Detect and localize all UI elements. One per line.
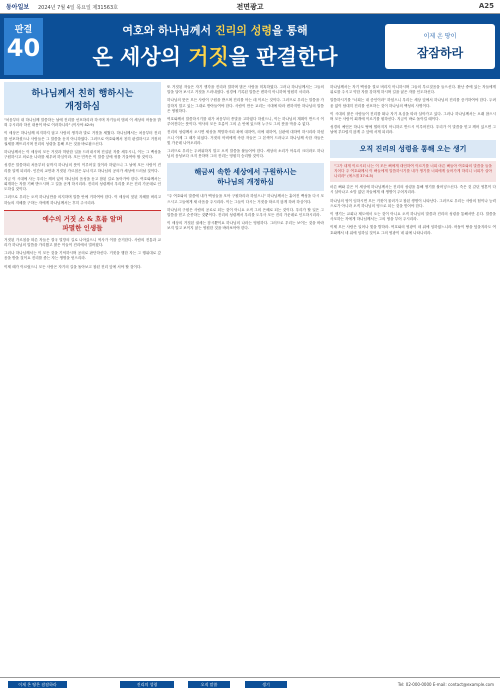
article-paragraph: "주 여호와의 말씀에 내가 백성들을 모아 구원하리라 하셨으니" 하나님께서는 흩어진 백성을 다시 모으시고 그들에게 새 마음을 주시리라. 이는 그들이 다시는 거짓을 따르지 않게 하려 하심이다. — [167, 194, 324, 204]
main-headline-part: 을 판결한다 — [228, 44, 338, 69]
issue-date: 2024년 7월 4일 목요일 제31563호 — [38, 5, 118, 11]
footer-tag-2: 진리의 성령 — [120, 681, 174, 688]
subheading-line: 해금씨 속한 세상에서 구원하시는 — [194, 167, 297, 177]
subheading-line: 하나님의 개정하심 — [217, 177, 274, 187]
article-paragraph: 말씀하시기를 "너희는 내 증인이라" 하셨으니 우리는 세상 앞에서 하나님의 진리를 증거하여야 한다. 두려움 없이 담대히 진리를 선포하는 것이 하나님의 백성의 사명이다. — [330, 98, 496, 108]
article-paragraph: 이 생기는 교회나 제도에서 오는 것이 아니요 오직 하나님의 말씀과 진리의 성령을 통해서만 온다. 말씀을 사모하는 자에게 하나님께서는 그의 영을 부어 주시리라. — [330, 212, 496, 222]
article-paragraph: 하나님의 영이 임하시면 모든 거짓이 물러가고 참된 생명이 나타난다. 그러므로 우리는 사람의 힘이나 능력으로가 아니라 오직 하나님의 영으로 되는 것을 믿어야 한다. — [330, 198, 496, 208]
headline-banner — [0, 14, 500, 79]
article-paragraph: 이제 모든 사람은 일어나 빛을 발하라. 여호와의 영광이 네 위에 임하였느니라. 어둠이 땅을 덮을지라도 여호와께서 네 위에 임하실 것이요 그의 영광이 네 위에 나타나리라. — [330, 225, 496, 235]
sub-headline-part: 여호와 하나님 — [122, 24, 190, 37]
article-paragraph: 하나님의 구원은 사람의 공로로 되는 것이 아니요 오직 그의 은혜로 되는 것이다. 우리가 할 일은 그 말씀을 믿고 순종하는 것뿐이다. 진리의 성령께서 우리를 도우사 모든 진리 가운데로 인도하시리라. — [167, 207, 324, 218]
footer-tag-4: 생기 — [245, 681, 287, 688]
footer-contact: Tel: 02-000-0000 E-mail: contact@example.com — [397, 682, 494, 687]
sub-headline-highlight: 진리의 성령 — [215, 24, 272, 37]
article-paragraph: 이 시대의 많은 사람들이 진리를 떠나 자기 욕심을 따라 살아가고 있다. 그러나 하나님께서는 오래 참으시며 모든 사람이 회개에 이르기를 원하신다. 지금이 바로 돌이킬 때이다. — [330, 111, 496, 122]
article-paragraph: 성경의 예언은 하나도 땅에 떨어지지 아니하고 반드시 이루어진다. 우리가 이 말씀을 믿고 깨어 있으면 그 날에 부끄럽지 않게 주 앞에 서게 되리라. — [330, 125, 496, 135]
series-badge — [4, 18, 43, 75]
article-paragraph: 거짓된 가르침을 따른 자들은 결국 멸망의 길로 나아갔으니 역사가 이를 증거한다. 사람의 전통과 교리가 하나님의 말씀을 가리웠고 많은 이들이 진리에서 멀어졌다. — [4, 237, 161, 248]
column-2 — [167, 82, 324, 232]
article-paragraph: 성경은 말씀하되 처음부터 끝까지 하나님의 뜻이 이루어질 것이라 하였으니 그 날에 모든 사람이 진리를 알게 되리라. 인간의 교만과 거짓된 가르침은 무너지고 하나님의 공의가 세상에 드러날 것이다. — [4, 163, 161, 173]
column-1-subheading — [4, 210, 161, 235]
footer-bar — [0, 677, 500, 691]
heading-line: 개정하심 — [65, 102, 100, 112]
article-paragraph: 하나님께서는 이 세상의 모든 거짓과 허탄한 일을 드러내시며 진실된 자를 세우시니, 이는 그 백성을 구원하시고 의로운 나라를 세우려 하심이라. 모든 민족은 이 말씀 앞에 귀를 기울여야 할 것이다. — [4, 150, 161, 160]
verse-box — [385, 24, 495, 69]
scripture-quote — [330, 161, 496, 183]
article-paragraph: "처음부터 내 하나님께 말씀하는 날에 진리를 선포하리라 하시며 자기들의 범죄 이 세상의 어둠을 밝혀 주시리라 하신 내용이 바로 이러하니라" (이사야 42:9) — [4, 118, 161, 128]
article-paragraph: 지금 이 시대에 사는 우리는 깨어 있어 하나님의 음성을 듣고 참된 길로 돌아가야 한다. 여호와께서는 회개하는 자를 기뻐 받으시며 그 길을 곧게 하시리라. 진리의 성령께서 우리를 모든 진리 가운데로 인도하실 것이다. — [4, 176, 161, 192]
subheading-line: 예수의 거짓 소 & 흐름 알며 — [42, 214, 123, 223]
article-paragraph: 그러나 하나님께서는 이 모든 것을 기억하시며 공의로 판단하신다. 거짓을 행한 자는 그 행위대로 갚음을 받을 것이요 진리를 좇는 자는 생명을 얻으리라. — [4, 251, 161, 261]
quote-text: "그가 내게 이르시되 너는 이 모든 뼈에게 대언하여 이르기를 너희 마른 뼈들아 여호와의 말씀을 들을지어다 주 여호와께서 이 뼈들에게 말씀하시기를 내가 생기를 너희에게 들어가게 하리니 너희가 살아나리라" (에스겔 37:4-5) — [334, 163, 492, 179]
page-number: A25 — [478, 2, 494, 10]
series-number: 40 — [6, 34, 41, 62]
article-paragraph: 이제 때가 이르렀으니 모든 사람은 자기의 길을 돌아보고 참된 진리 앞에 서야 할 것이다. — [4, 264, 142, 269]
verse-line-2: 잠잠하라 — [416, 46, 464, 60]
heading-line: 하나님께서 친히 행하시는 — [31, 89, 134, 99]
article-paragraph: 여호와께서 말씀하시기를 내가 처음부터 종말을 고하였다 하셨으니, 이는 하나님의 계획이 반드시 이루어진다는 뜻이다. 역사의 모든 흐름이 그의 손 안에 있으며 누구도 그의 뜻을 막을 수 없다. — [167, 117, 324, 127]
subheading-line: 파멸한 인생들 — [62, 223, 103, 232]
main-headline-part: 온 세상의 — [92, 44, 189, 69]
footer-tag-3: 오직 말씀 — [188, 681, 230, 688]
article-paragraph: 마른 뼈와 같은 이 세상에 하나님께서는 진리의 성령을 통해 생기를 불어넣으신다. 죽은 것 같던 영혼이 다시 살아나고 소망 없던 자들에게 새 생명이 주어지리라. — [330, 185, 496, 195]
article-paragraph: 진리의 성령께서 오시면 세상을 책망하시되 죄에 대하여, 의에 대하여, 심판에 대하여 하시리라 하셨으니 이제 그 때가 되었다. 거짓의 아비에게 속한 자들은 그 본색이 드러나고 하나님께 속한 자들은 빛 가운데 나아오리라. — [167, 130, 324, 145]
main-headline-highlight: 거짓 — [188, 44, 229, 69]
sub-headline-part: 을 통해 — [271, 24, 308, 37]
column-2-subheading — [167, 163, 324, 191]
column-1 — [4, 82, 161, 270]
sub-headline-part: 께서 — [189, 24, 215, 37]
article-paragraph: 그러므로 우리는 두려워하지 말고 오직 말씀을 붙들어야 한다. 세상의 소리가 아무리 크더라도 하나님의 음성보다 크지 못하며 그의 진리는 영원히 승리할 것이다. — [167, 149, 324, 159]
article-paragraph: 하나님께서는 자기 백성을 결코 버리지 아니하시며 그들의 부르짖음을 들으신다. 환난 중에 있는 자들에게 위로를 주시고 약한 자를 강하게 하시며 길을 잃은 자를 인도하신다. — [330, 85, 496, 95]
column-1-heading — [4, 82, 161, 115]
subheading-line: 오직 진리의 성령을 통해 오는 생기 — [359, 143, 467, 153]
section-title: 전면광고 — [236, 3, 264, 11]
article-paragraph: 이 세상은 하나님께 의지하지 않고 사람의 생각과 말로 거짓을 세웠다. 하나님께서는 처음부터 진리를 선포하셨으나 사람들은 그 말씀을 듣지 아니하였다. 그러므로 여호와께서 친히 판결하시고 거짓의 권세를 깨뜨리시며 진리의 성령을 통해 모든 것을 바로잡으신다. — [4, 131, 161, 146]
article-paragraph: 이 세상의 거짓된 권세는 잠시뿐이요 하나님의 나라는 영원하다. 그러므로 우리는 보이는 것을 바라보지 말고 보이지 않는 영원한 것을 바라보아야 한다. — [167, 221, 324, 231]
sub-headline — [55, 22, 375, 38]
newspaper-logo: 동아일보 — [6, 4, 30, 11]
series-label: 판결 — [14, 25, 33, 35]
article-paragraph: 또 거짓된 자들은 자기 생각을 진리라 말하며 많은 사람을 미혹하였다. 그러나 하나님께서는 그들의 말을 달아 보시고 거짓을 드러내셨다. 성경에 기록된 말씀은 변하지 아니하며 영원히 서리라. — [167, 85, 324, 95]
main-headline — [55, 41, 375, 71]
footer-tag-1: 이제 온 땅은 잠잠하라 — [8, 681, 67, 688]
verse-line-1: 이제 온 땅이 — [423, 33, 457, 40]
article-paragraph: 하나님의 뜻은 모든 사람이 구원을 받으며 진리를 아는 데 이르는 것이다. 그러므로 우리는 말씀을 가감하지 말고 있는 그대로 받아들여야 한다. 사람이 만든 교리는 시대에 따라 변하지만 하나님의 말씀은 영원하다. — [167, 98, 324, 113]
article-paragraph: 그러므로 우리는 오직 하나님만을 의지하며 말씀 안에 거하여야 한다. 이 세상의 헛된 지혜를 버리고 하늘의 지혜를 구하는 자에게 하나님께서는 후히 주시리라. — [4, 195, 161, 205]
masthead — [0, 0, 500, 14]
column-3 — [330, 82, 496, 236]
column-3-subheading — [330, 140, 496, 158]
